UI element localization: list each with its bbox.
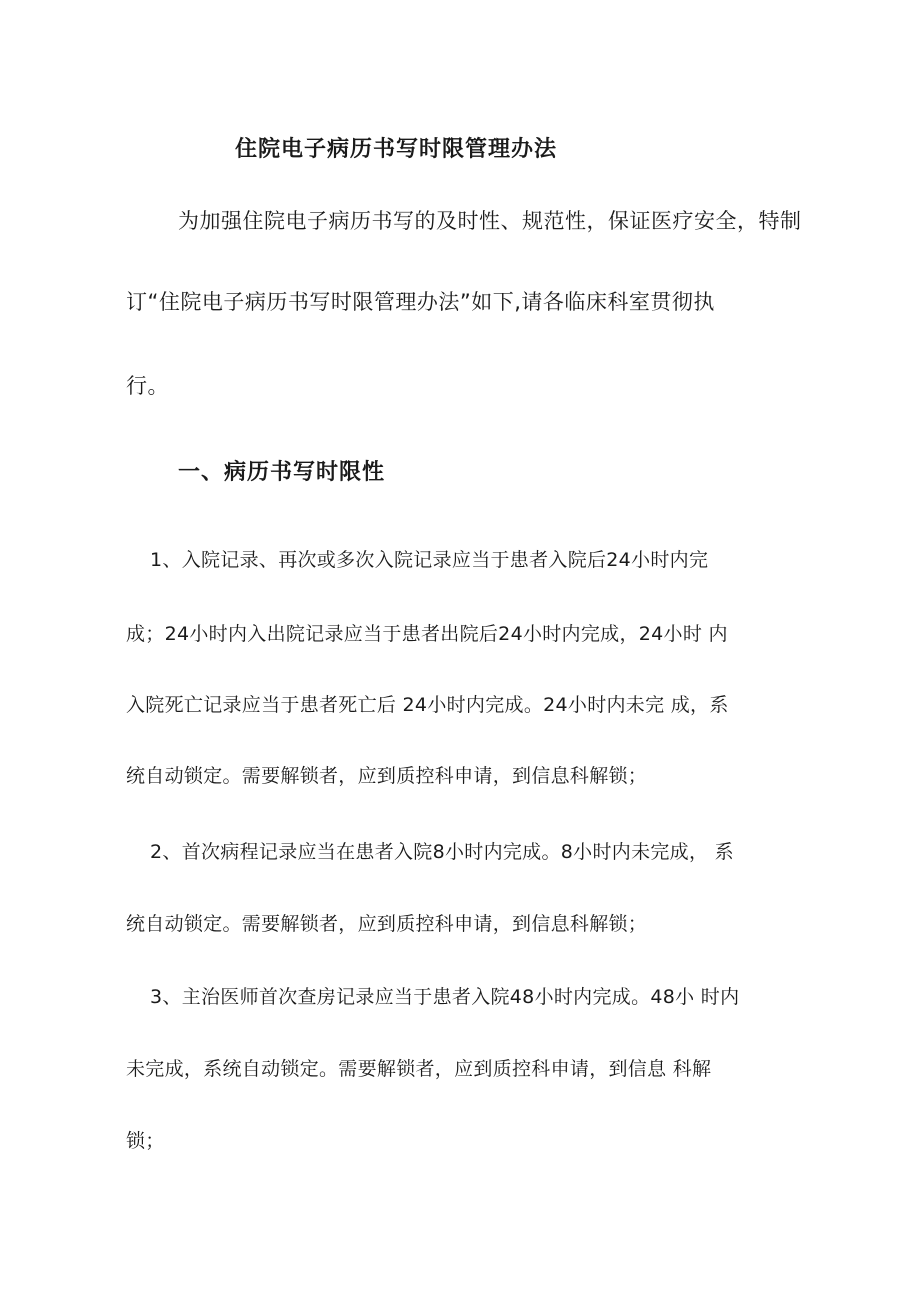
item1-line-4: 统自动锁定。需要解锁者，应到质控科申请，到信息科解锁； xyxy=(126,765,648,787)
item3-line-3: 锁； xyxy=(126,1130,165,1152)
document-title: 住院电子病历书写时限管理办法 xyxy=(235,137,558,162)
item2-line-1: 2、首次病程记录应当在患者入院8小时内完成。8小时内未完成， 系 xyxy=(150,841,734,863)
item1-line-1: 1、入院记录、再次或多次入院记录应当于患者入院后24小时内完 xyxy=(150,549,709,571)
intro-line-1: 为加强住院电子病历书写的及时性、规范性，保证医疗安全，特制 xyxy=(178,209,802,233)
section-heading: 一、病历书写时限性 xyxy=(178,460,386,485)
intro-line-3: 行。 xyxy=(126,374,169,398)
item1-line-3: 入院死亡记录应当于患者死亡后 24小时内完成。24小时内未完 成，系 xyxy=(126,694,729,716)
item2-line-2: 统自动锁定。需要解锁者，应到质控科申请，到信息科解锁； xyxy=(126,913,648,935)
item1-line-2: 成；24小时内入出院记录应当于患者出院后24小时内完成，24小时 内 xyxy=(126,623,728,645)
item3-line-2: 未完成，系统自动锁定。需要解锁者，应到质控科申请，到信息 科解 xyxy=(126,1058,712,1080)
item3-line-1: 3、主治医师首次查房记录应当于患者入院48小时内完成。48小 时内 xyxy=(150,986,740,1008)
intro-line-2: 订“住院电子病历书写时限管理办法”如下,请各临床科室贯彻执 xyxy=(126,290,715,314)
